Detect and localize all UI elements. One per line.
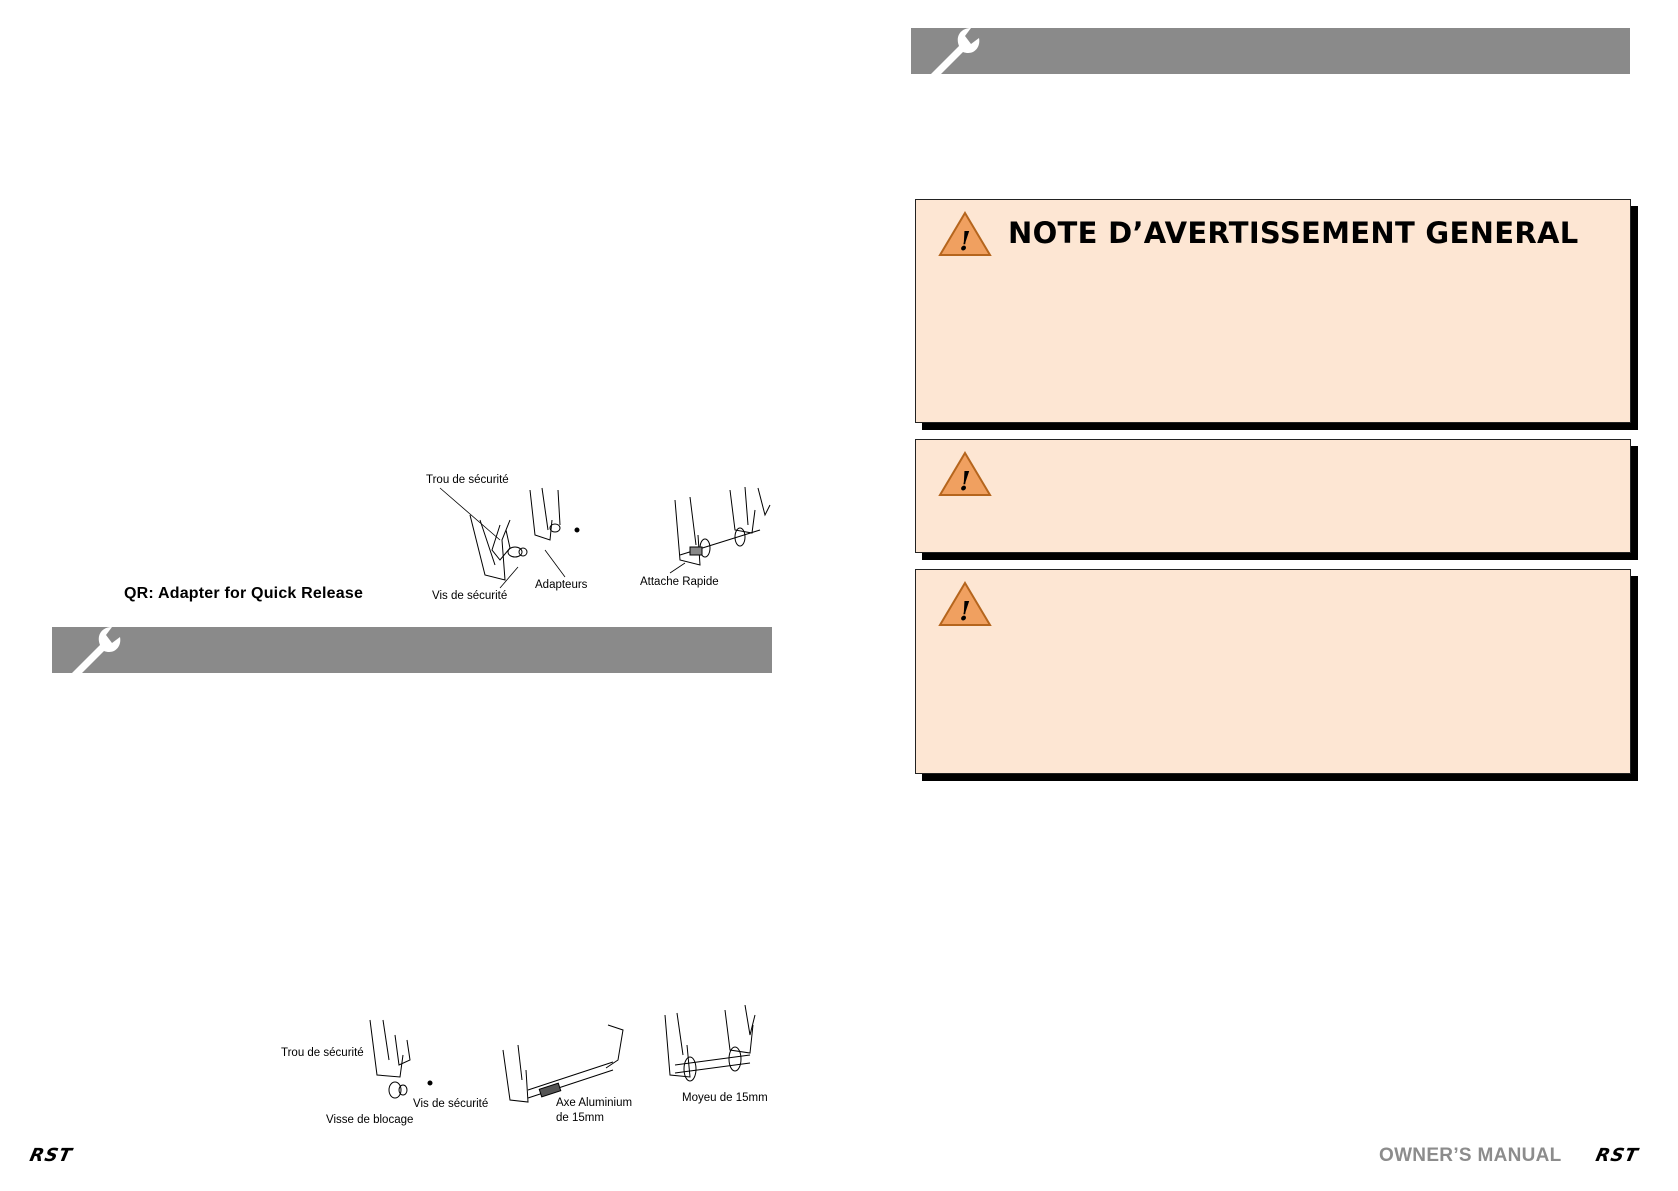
label-quick-release: Attache Rapide <box>640 576 719 588</box>
label-safety-screw: Vis de sécurité <box>432 590 508 602</box>
label-locking-screw: Visse de blocage <box>326 1114 414 1126</box>
rst-logo: RST <box>27 1145 75 1166</box>
label-axle-size: de 15mm <box>556 1112 604 1124</box>
section-header-bar <box>52 627 772 673</box>
warning-box <box>915 569 1631 774</box>
hub-15mm-illustration <box>655 1005 775 1105</box>
label-safety-hole: Trou de sécurité <box>426 474 509 486</box>
warning-icon <box>938 580 992 628</box>
svg-text:!: ! <box>959 597 971 627</box>
figure-caption: QR: Adapter for Quick Release <box>124 585 364 602</box>
warning-icon <box>938 450 992 498</box>
label-adapters: Adapteurs <box>535 579 588 591</box>
svg-text:!: ! <box>959 467 971 497</box>
owners-manual-label: OWNER’S MANUAL <box>1379 1145 1562 1166</box>
leader-lines <box>430 485 750 595</box>
label-hub: Moyeu de 15mm <box>682 1092 768 1104</box>
warning-box <box>915 439 1631 553</box>
label-axle: Axe Aluminium <box>556 1097 633 1109</box>
warning-icon <box>938 210 992 258</box>
label-safety-hole: Trou de sécurité <box>281 1047 364 1059</box>
wrench-icon <box>62 625 126 675</box>
label-safety-screw: Vis de sécurité <box>413 1098 489 1110</box>
general-warning-box <box>915 199 1631 423</box>
svg-text:!: ! <box>959 227 971 257</box>
wrench-icon <box>921 26 985 76</box>
rst-logo: RST <box>1593 1145 1641 1166</box>
section-header-bar <box>911 28 1630 74</box>
warning-title: NOTE D’AVERTISSEMENT GENERAL <box>1008 216 1579 250</box>
